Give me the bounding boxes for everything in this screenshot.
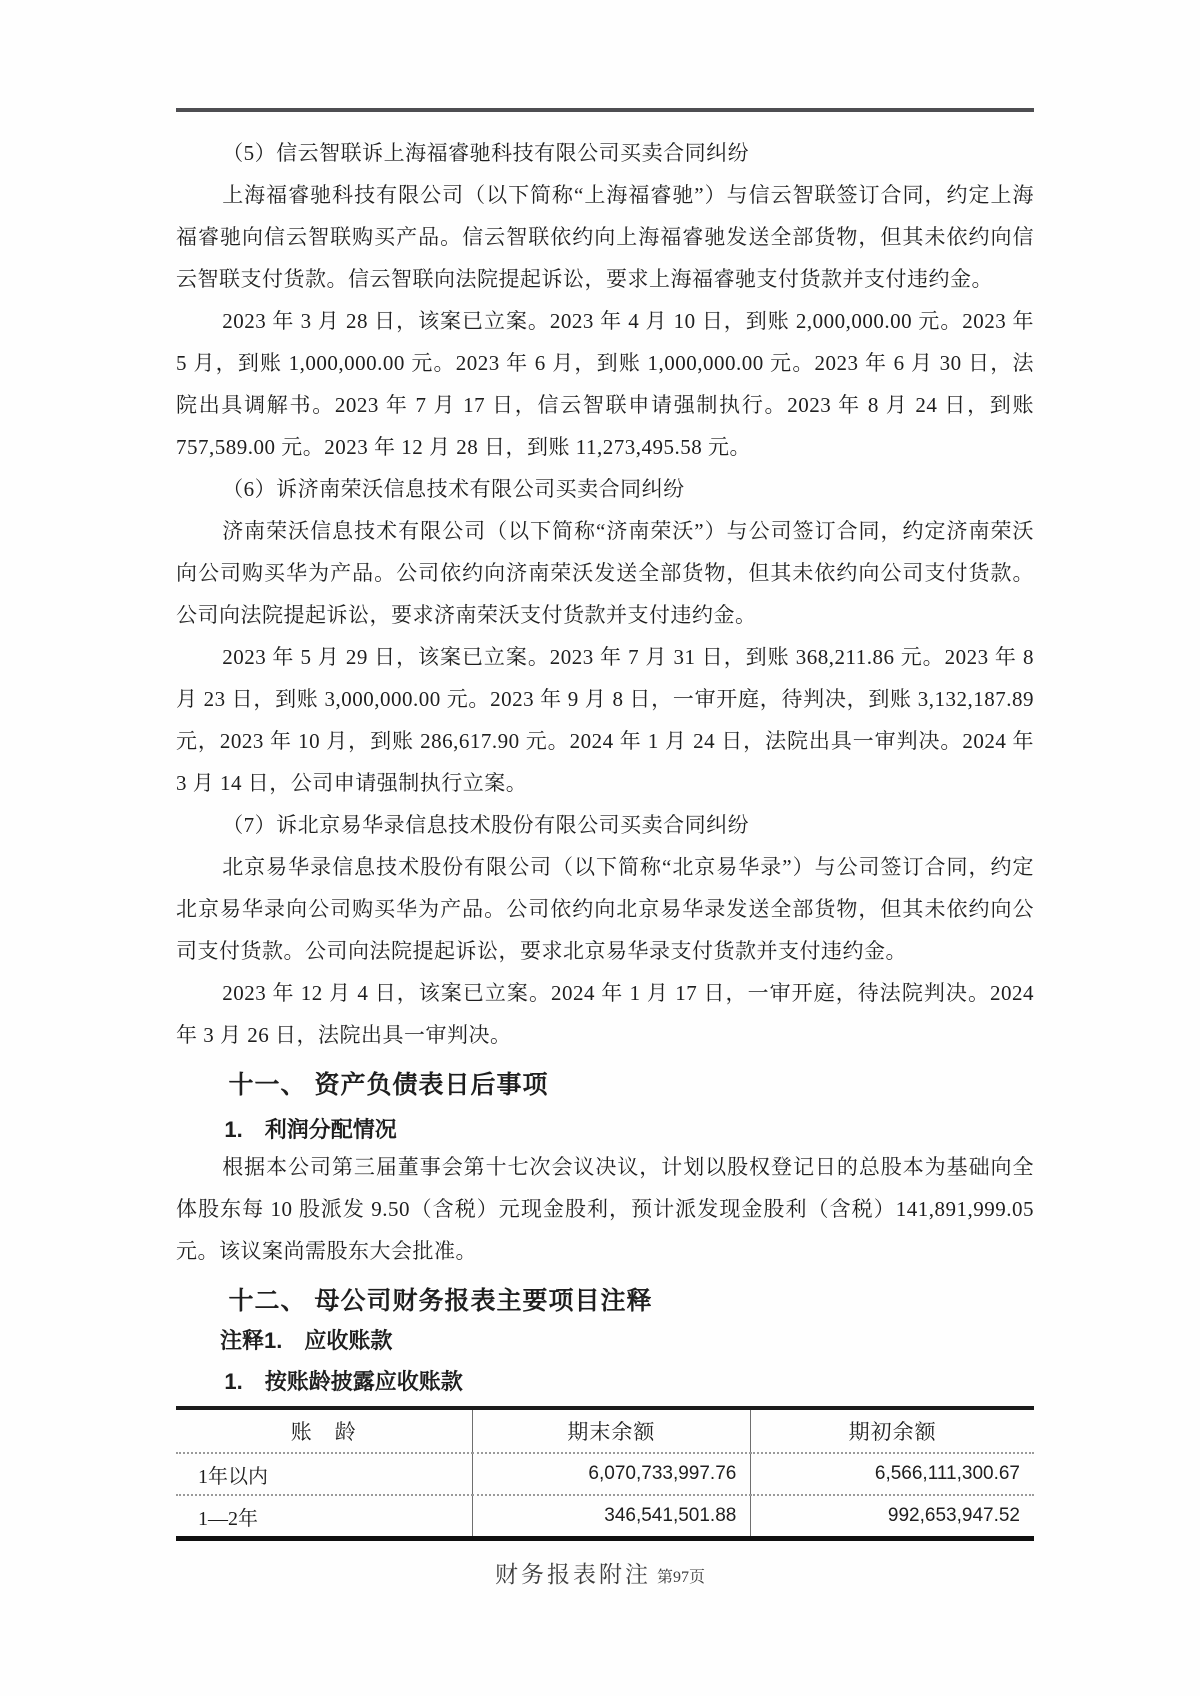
footer-page-number: 第97页 (656, 1569, 705, 1586)
page-content (176, 108, 1034, 1541)
note-1-heading: 注释1. 应收账款 (220, 1328, 393, 1353)
profit-distribution-body: 根据本公司第三届董事会第十七次会议决议，计划以股权登记日的总股本为基础向全体股东每 10 股派发 9.50（含税）元现金股利，预计派发现金股利（含税）141,891,999.05 元。该议案尚需股东大会批准。 (176, 1155, 1034, 1263)
case-7-heading: （7）诉北京易华录信息技术股份有限公司买卖合同纠纷 (222, 813, 750, 837)
section-11-heading: 十一、 资产负债表日后事项 (228, 1071, 549, 1099)
aging-cell-closing: 6,070,733,997.76 (472, 1453, 751, 1495)
case-6-timeline: 2023 年 5 月 29 日，该案已立案。2023 年 7 月 31 日，到账 368,211.86 元。2023 年 8 月 23 日，到账 3,000,000.00 元。2023 年 9 月 8 日，一审开庭，待判决，到账 3,132,187.89 元，2023 年 10 月，到账 286,617.90 元。2024 年 1 月 24 日，法院出具一审判决。2024 年 3 月 14 日，公司申请强制执行立案。 (176, 645, 1034, 795)
case-6-heading: （6）诉济南荣沃信息技术有限公司买卖合同纠纷 (222, 477, 685, 501)
aging-cell-age: 1年以内 (198, 1465, 268, 1488)
case-5-heading: （5）信云智联诉上海福睿驰科技有限公司买卖合同纠纷 (222, 141, 750, 165)
aging-table-header-age: 账 龄 (290, 1420, 357, 1444)
aging-cell-opening: 6,566,111,300.67 (751, 1453, 1034, 1495)
case-6-background: 济南荣沃信息技术有限公司（以下简称“济南荣沃”）与公司签订合同，约定济南荣沃向公司购买华为产品。公司依约向济南荣沃发送全部货物，但其未依约向公司支付货款。公司向法院提起诉讼，要求济南荣沃支付货款并支付违约金。 (176, 519, 1034, 627)
case-5-timeline: 2023 年 3 月 28 日，该案已立案。2023 年 4 月 10 日，到账 2,000,000.00 元。2023 年 5 月，到账 1,000,000.00 元。2023 年 6 月，到账 1,000,000.00 元。2023 年 6 月 30 日，法院出具调解书。2023 年 7 月 17 日，信云智联申请强制执行。2023 年 8 月 24 日，到账 757,589.00 元。2023 年 12 月 28 日，到账 11,273,495.58 元。 (176, 309, 1034, 459)
aging-table-header-row (176, 1408, 1034, 1453)
aging-table-header-opening-balance: 期初余额 (751, 1408, 1034, 1453)
aging-cell-opening: 992,653,947.52 (751, 1495, 1034, 1539)
header-divider (176, 108, 1034, 112)
page-footer (0, 1556, 1200, 1589)
aging-cell-closing: 346,541,501.88 (472, 1495, 751, 1539)
footer-title: 财务报表附注 (494, 1562, 651, 1587)
table-row (176, 1453, 1034, 1495)
case-5-background: 上海福睿驰科技有限公司（以下简称“上海福睿驰”）与信云智联签订合同，约定上海福睿驰向信云智联购买产品。信云智联依约向上海福睿驰发送全部货物，但其未依约向信云智联支付货款。信云智联向法院提起诉讼，要求上海福睿驰支付货款并支付违约金。 (176, 183, 1034, 291)
table-row (176, 1495, 1034, 1539)
aging-table (176, 1406, 1034, 1541)
case-7-timeline: 2023 年 12 月 4 日，该案已立案。2024 年 1 月 17 日，一审开庭，待法院判决。2024 年 3 月 26 日，法院出具一审判决。 (176, 981, 1034, 1047)
aging-disclosure-heading: 1. 按账龄披露应收账款 (224, 1369, 463, 1394)
aging-table-header-closing-balance: 期末余额 (472, 1408, 751, 1453)
aging-cell-age: 1—2年 (198, 1507, 258, 1530)
case-7-background: 北京易华录信息技术股份有限公司（以下简称“北京易华录”）与公司签订合同，约定北京易华录向公司购买华为产品。公司依约向北京易华录发送全部货物，但其未依约向公司支付货款。公司向法院提起诉讼，要求北京易华录支付货款并支付违约金。 (176, 855, 1034, 963)
profit-distribution-heading: 1. 利润分配情况 (224, 1117, 397, 1142)
section-12-heading: 十二、 母公司财务报表主要项目注释 (228, 1287, 653, 1315)
